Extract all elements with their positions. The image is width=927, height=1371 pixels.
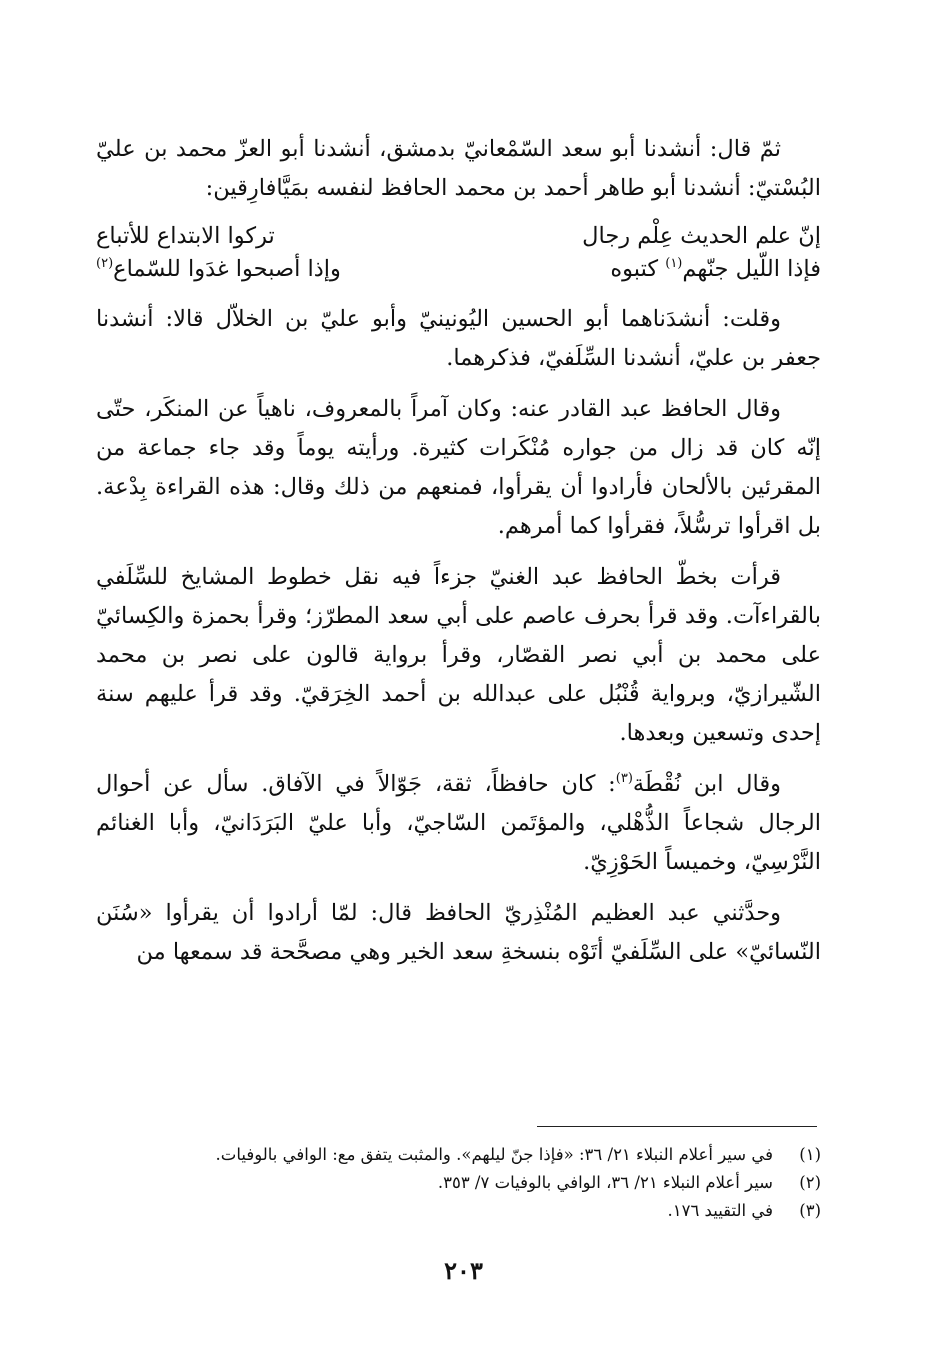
verse-2-first-hemistich (610, 253, 821, 286)
page-number: ٢٠٣ (444, 1256, 483, 1285)
verse-2-text-a: فإذا اللّيل جنّهم (682, 256, 821, 282)
verse-2-text-b: كتبوه (610, 256, 659, 282)
footnote-ref-1[interactable]: (١) (665, 256, 683, 271)
footnote-number: (٢) (799, 1173, 821, 1192)
paragraph-5-start: وقال ابن نُقْطَة (632, 771, 782, 797)
paragraph-2: وقلت: أنشدَناهما أبو الحسين اليُونينيّ وأبو عليّ بن الخلاّل قالا: أنشدنا جعفر بن عليّ، أنشدنا السِّلَفيّ، فذكرهما. (96, 306, 821, 371)
footnote-1 (96, 1141, 821, 1169)
footnote-ref-3[interactable]: (٣) (615, 771, 633, 786)
footnote-text: في سير أعلام النبلاء ٢١/ ٣٦: «فإذا جنّ ليلهم». والمثبت يتفق مع: الوافي بالوفيات. (215, 1145, 773, 1164)
verse-2-text-c: وإذا أصبحوا غدَوا للسّماع (113, 256, 341, 282)
main-text (96, 130, 821, 984)
verse-2-second-hemistich (96, 253, 341, 286)
footnote-3 (96, 1197, 821, 1225)
paragraph-4: قرأت بخطّ الحافظ عبد الغنيّ جزءاً فيه نقل خطوط المشايخ للسِّلَفي بالقراءآت. وقد قرأ بحرف عاصم على أبي سعد المطرّز؛ وقرأ بحمزة والكِسائيّ على محمد بن أبي نصر القصّار، وقرأ برواية قالون على نصر بن محمد الشّيرازيّ، وبرواية قُنْبُل على عبدالله بن أحمد الخِرَقيّ. وقد قرأ عليهم سنة إحدى وتسعين وبعدها. (96, 564, 821, 746)
footnote-divider (537, 1126, 817, 1127)
footnote-number: (١) (799, 1145, 821, 1164)
footnote-text: سير أعلام النبلاء ٢١/ ٣٦، الوافي بالوفيات ٧/ ٣٥٣. (437, 1173, 773, 1192)
paragraph-6: وحدَّثني عبد العظيم المُنْذِريّ الحافظ قال: لمّا أرادوا أن يقرأوا «سُنَن النّسائيّ» على السِّلَفيّ أتَوْه بنسخةِ سعد الخير وهي مصحَّحة قد سمعها من (96, 900, 821, 965)
paragraph-5-rest: : كان حافظاً، ثقة، جَوّالاً في الآفاق. سأل عن أحوال الرجال شجاعاً الذُّهْلي، والمؤتَمن السّاجيّ، وأبا عليّ البَرَدَانيّ، وأبا الغنائم النَّرْسِيّ، وخميساً الحَوْزِيّ. (96, 771, 821, 875)
verse-1-second-hemistich: تركوا الابتداع للأتباع (96, 223, 275, 249)
footnote-text: في التقييد ١٧٦. (667, 1201, 773, 1220)
paragraph-3: وقال الحافظ عبد القادر عنه: وكان آمراً بالمعروف، ناهياً عن المنكَر، حتّى إنّه كان قد زال من جواره مُنْكَرات كثيرة. ورأيته يوماً وقد جاء جماعة من المقرئين بالألحان فأرادوا أن يقرأوا، فمنعهم من ذلك وقال: هذه القراءة بِدْعة. بل اقرأوا ترسُّلاً، فقرأوا كما أمرهم. (96, 396, 821, 539)
footnote-2 (96, 1169, 821, 1197)
verse-line-2 (96, 253, 821, 286)
verse-line-1 (96, 220, 821, 253)
verse-1-first-hemistich: إنّ علم الحديث عِلْم رجال (582, 223, 821, 249)
footnote-number: (٣) (799, 1201, 821, 1220)
paragraph-1: ثمّ قال: أنشدنا أبو سعد السّمْعانيّ بدمشق، أنشدنا أبو العزّ محمد بن عليّ البُسْتيّ: أنشدنا أبو طاهر أحمد بن محمد الحافظ لنفسه بمَيَّافارِقين: (96, 136, 821, 201)
paragraph-5 (96, 765, 821, 882)
poem-verse (96, 220, 821, 286)
footnotes (96, 1141, 821, 1225)
footnote-ref-2[interactable]: (٢) (96, 256, 114, 271)
